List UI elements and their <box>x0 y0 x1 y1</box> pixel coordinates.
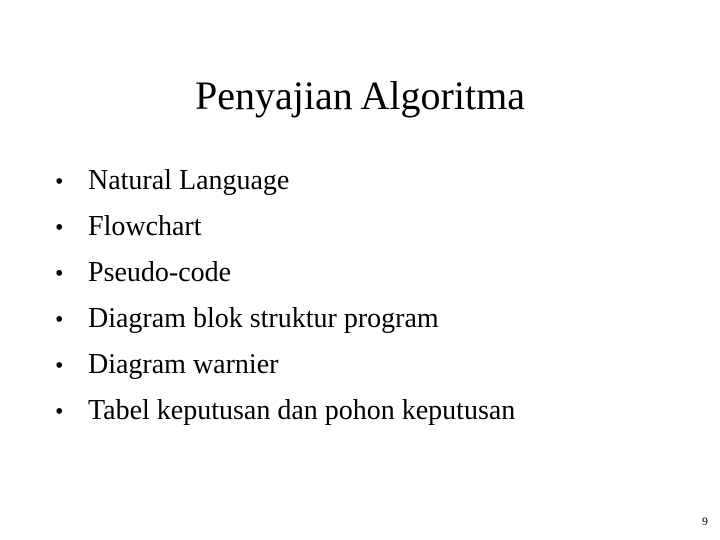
bullet-text: Diagram blok struktur program <box>88 303 439 334</box>
bullet-icon: • <box>55 261 64 287</box>
bullet-item <box>55 346 515 392</box>
bullet-item <box>55 300 515 346</box>
bullet-icon: • <box>55 353 64 379</box>
bullet-text: Natural Language <box>88 165 290 196</box>
bullet-icon: • <box>55 215 64 241</box>
bullet-text: Flowchart <box>88 211 202 242</box>
slide-title: Penyajian Algoritma <box>195 73 525 118</box>
bullet-item <box>55 254 515 300</box>
bullet-item <box>55 392 515 438</box>
page-number: 9 <box>702 514 708 528</box>
bullet-text: Pseudo-code <box>88 257 232 288</box>
bullet-icon: • <box>55 169 64 195</box>
bullet-icon: • <box>55 399 64 425</box>
bullet-icon: • <box>55 307 64 333</box>
bullet-text: Tabel keputusan dan pohon keputusan <box>88 395 516 426</box>
bullet-text: Diagram warnier <box>88 349 279 380</box>
bullet-list <box>55 162 515 438</box>
bullet-item <box>55 162 515 208</box>
bullet-item <box>55 208 515 254</box>
